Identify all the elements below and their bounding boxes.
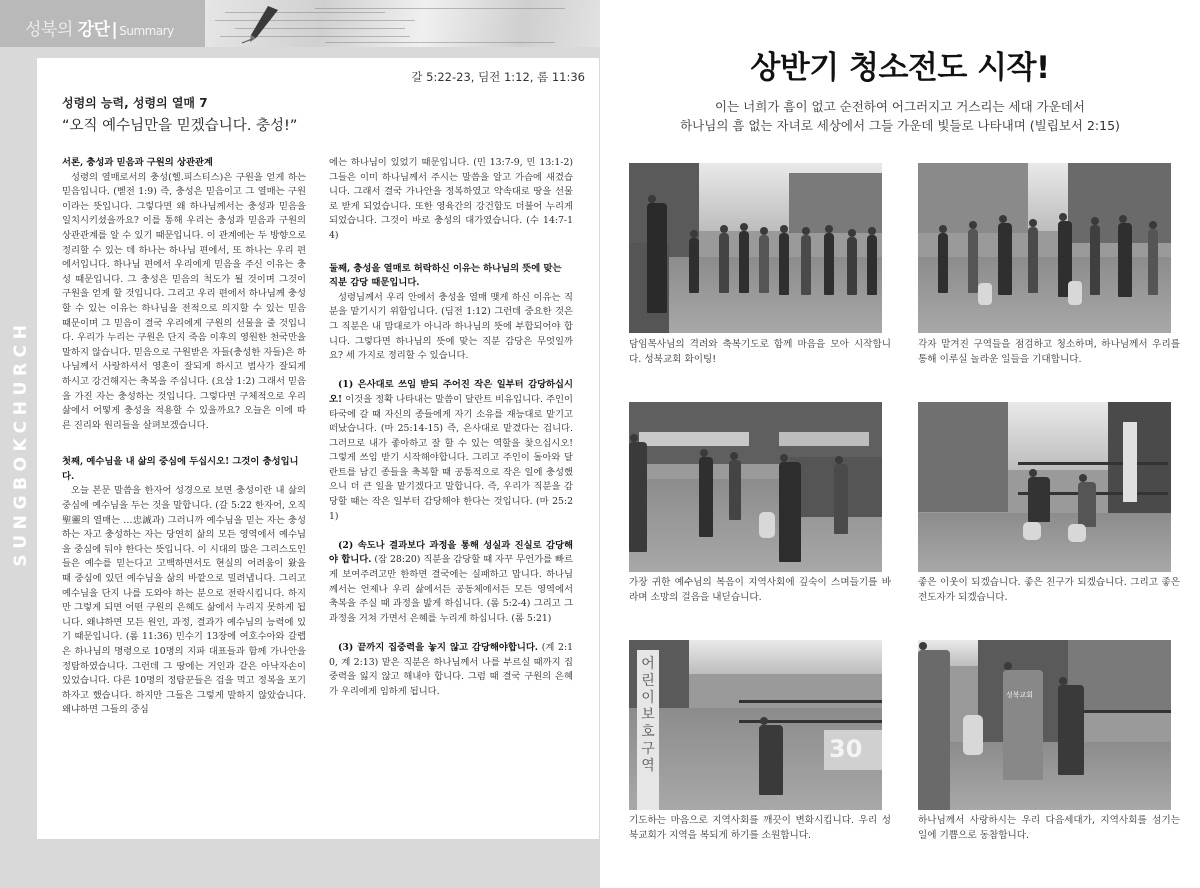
point-paragraph [329, 641, 573, 699]
point-title: (1) 은사대로 쓰임 받되 주어진 작은 일부터 감당하십시오! [329, 379, 573, 405]
sermon-article [37, 58, 599, 839]
photo-next-generation [918, 640, 1171, 810]
series-title: 성령의 능력, 성령의 열매 7 [62, 96, 208, 110]
photo-caption: 좋은 이웃이 되겠습니다. 좋은 친구가 되겠습니다. 그리고 좋은 전도자가 되겠습니다. [918, 577, 1180, 603]
section-heading: 첫째, 예수님을 내 삶의 중심에 두십시오! 그것이 충성입니다. [62, 456, 299, 482]
point-paragraph [329, 539, 573, 627]
intro-verse-line-2: 하나님의 흠 없는 자녀로 세상에서 그들 가운데 빛들로 나타내며 (빌립보서 2:15) [680, 118, 1120, 133]
article-column-2 [329, 156, 573, 699]
point-paragraph [329, 378, 573, 524]
photo-caption: 담임목사님의 격려와 축복기도로 함께 마음을 모아 시작합니다. 성북교회 화이팅! [629, 339, 891, 365]
church-vest-label: 성북교회 [1006, 691, 1034, 699]
sermon-title: “오직 예수님만을 믿겠습니다. 충성!” [62, 118, 298, 134]
column-title-separator: | [111, 20, 118, 40]
section-heading: 둘째, 충성을 열매로 허락하신 이유는 하나님의 뜻에 맞는 직분 감당 때문입니다. [329, 262, 562, 289]
main-heading: 상반기 청소전도 시작! [750, 50, 1050, 86]
photo-school-zone [629, 640, 882, 810]
intro-verse-line-1: 이는 너희가 흠이 없고 순전하여 어그러지고 거스리는 세대 가운데서 [715, 99, 1085, 114]
article-column-1 [62, 156, 306, 718]
paragraph: 성령님께서 우리 안에서 충성을 열매 맺게 하신 이유는 직분을 맡기시기 위함입니다. (딤전 1:12) 그런데 중요한 것은 그 직분은 내 맘대로가 아니라 하나님의 뜻에 부합되어야 합니다. 그렇다면 하나님의 뜻에 맞는 직분 감당은 무엇일까요? 세 가지로 정리할 수 있습니다. [329, 291, 573, 362]
road-speed-marking: 30 [829, 735, 863, 763]
point-title: (3) 끝까지 집중력을 놓지 않고 감당해야합니다. [338, 642, 539, 653]
column-title-part1: 성북의 [25, 20, 78, 40]
photo-caption: 각자 맡겨진 구역들을 점검하고 청소하며, 하나님께서 우리를 통해 이루실 놀라운 일들을 기대합니다. [918, 339, 1180, 365]
paragraph: 성령의 열매로서의 충성(헬.피스티스)은 구원을 얻게 하는 믿음입니다. (벧전 1:9) 즉, 충성은 믿음이고 그 열매는 구원이라는 뜻입니다. 그렇다면 왜 하나님께서는 충성과 믿음을 일치시키셨을까요? 이를 통해 우리는 충성과 믿음과 구원의 상관관계를 알 수 있기 때문입니다. 이 관계에는 두 방향으로 정리할 수 있는 데 하나는 하나님 편에서, 또 하나는 우리 편에서입니다. 하나님 편에서 우리에게 믿음을 주신 이유는 충성 때문입니다. 그 충성은 믿음의 척도가 될 것이며 그것이 구원을 얻게 할 것입니다. 그리고 우리 편에서 하나님께 충성할 수 있는 이유는 하나님을 전적으로 의지할 수 있는 믿음 때문이며 그 믿음이 결국 우리에게 구원의 선물을 줄 것입니다. 우리가 누리는 구원은 단지 죽음 이후의 영원한 천국만을 말하지 않습니다. 믿음으로 구원받은 자들(충성한 자들)은 하나님께서 사랑하셔서 영혼이 잘되게 하시고 범사가 잘되게 하시고 강건해지는 축복을 주십니다. (요삼 1:2) 그래서 믿음을 가진 자는 충성하는 것입니다. 그렇다면 구체적으로 우리 삶에서 어떻게 충성을 적용할 수 있을까요? 오늘은 이에 따른 진리와 원리들을 살펴보겠습니다. [62, 171, 306, 431]
column-title [25, 15, 174, 40]
scripture-reference: 갈 5:22-23, 딤전 1:12, 롬 11:36 [411, 70, 585, 84]
point-title: (2) 속도나 결과보다 과정을 통해 성실과 진실로 감당해야 합니다. [329, 539, 573, 566]
photo-pastor-prayer [629, 163, 882, 333]
paragraph: 에는 하나님이 있었기 때문입니다. (민 13:7-9, 민 13:1-2) 그들은 이미 하나님께서 주시는 말씀을 알고 가슴에 새겼습니다. 그래서 결국 가나안을 정복하였고 약속대로 땅을 선물로 받게 되었습니다. 또한 영육간의 강건함도 더불어 누리게 되었습니다. 그것이 바로 충성의 대가였습니다. (수 14:7-14) [329, 157, 573, 241]
photo-caption: 기도하는 마음으로 지역사회를 깨끗이 변화시킵니다. 우리 성북교회가 지역을 복되게 하기를 소원합니다. [629, 815, 891, 841]
photo-roadside-fence [918, 402, 1171, 572]
point-body: 이것을 정확 나타내는 말씀이 달란트 비유입니다. 주인이 타국에 갈 때 자신의 종들에게 자기 소유를 재능대로 맡기고 떠났습니다. (마 25:14-15) 즉, 은사대로 맡겼다는 겁니다. 그러므로 내가 좋아하고 잘 할 수 있는 역할을 찾으십시오! 그렇게 쓰임 받기 시작해야합니다. 그리고 주인이 돌아와 달란트를 남긴 종들을 축복할 때 공통적으로 작은 일에 충성했으니 더 큰 일을 맡기겠다고 말합니다. 즉, 우리가 직분을 감당할 때는 작은 일부터 감당해야 한다는 것입니다. (마 25:21) [329, 393, 573, 522]
cleanup-evangelism-page [600, 0, 1200, 888]
photo-area-cleanup [918, 163, 1171, 333]
church-vertical-label [8, 278, 34, 608]
photo-caption: 하나님께서 사랑하시는 우리 다음세대가, 지역사회를 섬기는 일에 기쁨으로 동참합니다. [918, 815, 1180, 841]
point-body: (잠 28:20) 직분을 감당할 때 자꾸 무언가를 빠르게 보여주려고만 한하면 결국에는 실패하고 맙니다. 하나님께서는 언제나 우리 삶에서든 공동체에서든 모든 영역에서 축복을 주실 때 과정을 밟게 하십니다. (롬 5:2-4) 그리고 그 과정을 거쳐 가면서 은혜를 누리게 하십니다. (롬 5:21) [329, 554, 573, 624]
paragraph: 오늘 본문 말씀을 한자어 성경으로 보면 충성이란 내 삶의 중심에 예수님을 두는 것을 말합니다. (갈 5:22 한자어, 오직 聖靈의 열매는 …忠誠과) 그러니까 예수님을 믿는 자는 충성하는 자고 충성하는 자는 당연히 삶의 모든 영역에서 예수님을 중심에 둬야 한다는 뜻입니다. 이 시대의 많은 그리스도인들은 예수를 믿는다고 고백하면서도 현실의 어려움이 왔을 때 중심에 있던 예수님을 삶의 바깥으로 밀려냅니다. 그리고 예수님을 단지 나를 도와야 하는 분으로 전락시킵니다. 하지만 그렇게 되면 어떤 구원의 은혜도 삶에서 누리지 못하게 됩니다. 왜냐하면 모든 원인, 과정, 결과가 예수님의 능력에 있기 때문입니다. (롬 11:36) 민수기 13장에 여호수아와 갈렙은 하나님의 명령으로 10명의 지파 대표들과 함께 가나안을 정탐하였습니다. 그런데 그 땅에는 거인과 같은 아낙자손이 있었습니다. 다른 10명의 정탐꾼들은 겁을 먹고 정복을 포기하자고 했습니다. 하지만 그들은 그렇게 말하지 않았습니다. 왜냐하면 그들의 중심 [62, 485, 306, 716]
column-title-part2: 강단 [77, 20, 110, 40]
fountain-pen-icon [238, 4, 282, 44]
photo-market-street [629, 402, 882, 572]
school-zone-sign: 어린이보호구역 [641, 656, 655, 774]
church-vertical-label-text: SUNGBOKCHURCH [11, 319, 31, 567]
photo-caption: 가장 귀한 예수님의 복음이 지역사회에 깊숙이 스며들기를 바라며 소망의 걸음을 내딛습니다. [629, 577, 891, 603]
column-title-part3: Summary [119, 24, 174, 38]
section-heading: 서론, 충성과 믿음과 구원의 상관관계 [62, 157, 213, 168]
point-body: (계 2:10, 계 2:13) 맡은 직분은 하나님께서 나를 부르실 때까지 집중력을 잃지 않고 해내야 합니다. 그럼 때 결국 구원의 은혜가 우리에게 임하게 됩니다. [329, 642, 574, 697]
